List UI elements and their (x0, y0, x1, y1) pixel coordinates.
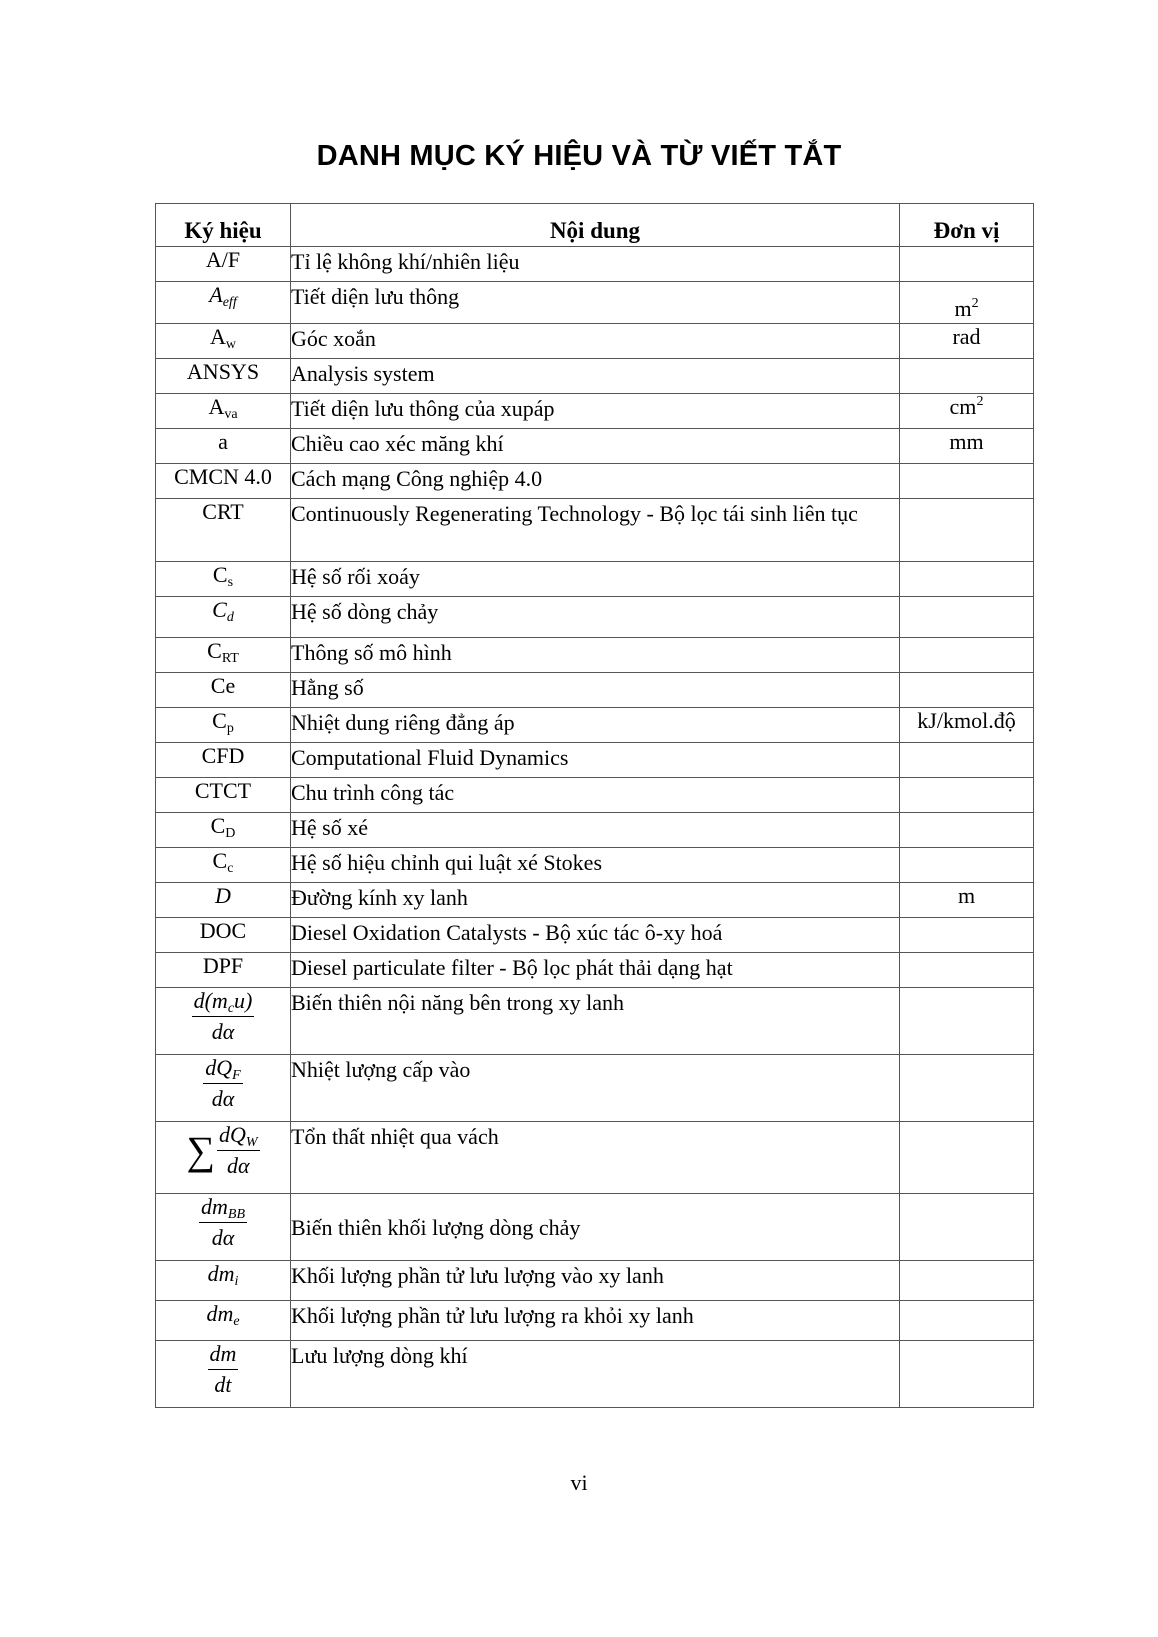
unit-cell: kJ/kmol.độ (900, 708, 1034, 743)
table-row (156, 1341, 1034, 1408)
symbol-cell: CMCN 4.0 (156, 464, 291, 499)
table-row (156, 247, 1034, 282)
table-row (156, 743, 1034, 778)
unit-cell: mm (900, 429, 1034, 464)
symbol-cell: D (156, 883, 291, 918)
unit-cell (900, 499, 1034, 562)
derivative-symbol: $\frac{d(m_cu)}{d\alpha}$ (193, 988, 253, 1044)
table-row (156, 394, 1034, 429)
table-row (156, 1261, 1034, 1301)
symbol-cell: DOC (156, 918, 291, 953)
description-cell: Hệ số dòng chảy (291, 597, 900, 638)
table-row (156, 282, 1034, 324)
unit-cell (900, 1055, 1034, 1122)
description-cell: Biến thiên khối lượng dòng chảy (291, 1194, 900, 1261)
description-cell: Góc xoắn (291, 324, 900, 359)
description-cell: Hệ số xé (291, 813, 900, 848)
description-cell: Đường kính xy lanh (291, 883, 900, 918)
symbol-cell: $dm_e$ (156, 1301, 291, 1341)
table-row (156, 464, 1034, 499)
table-row (156, 1122, 1034, 1194)
symbol-cell: A/F (156, 247, 291, 282)
unit-cell: rad (900, 324, 1034, 359)
description-cell: Continuously Regenerating Technology - Bộ lọc tái sinh liên tục (291, 499, 900, 562)
unit-cell (900, 1341, 1034, 1408)
symbol-cell: Ce (156, 673, 291, 708)
symbol-cell (156, 1341, 291, 1408)
unit-cell (900, 1301, 1034, 1341)
unit-cell (900, 673, 1034, 708)
unit-cell (900, 778, 1034, 813)
header-content: Nội dung (291, 204, 900, 247)
description-cell: Hằng số (291, 673, 900, 708)
description-cell: Chiều cao xéc măng khí (291, 429, 900, 464)
sum-symbol: ∑ (186, 1128, 215, 1173)
description-cell: Biến thiên nội năng bên trong xy lanh (291, 988, 900, 1055)
description-cell: Chu trình công tác (291, 778, 900, 813)
symbol-cell (156, 1194, 291, 1261)
description-cell: Thông số mô hình (291, 638, 900, 673)
unit-cell (900, 359, 1034, 394)
symbol-cell: $C_p$ (156, 708, 291, 743)
symbol-cell: $C_c$ (156, 848, 291, 883)
unit-cell (900, 562, 1034, 597)
unit-cell (900, 1261, 1034, 1301)
table-row (156, 708, 1034, 743)
symbol-cell (156, 988, 291, 1055)
description-cell: Cách mạng Công nghiệp 4.0 (291, 464, 900, 499)
symbol-cell: $C_d$ (156, 597, 291, 638)
page-title: DANH MỤC KÝ HIỆU VÀ TỪ VIẾT TẮT (316, 140, 842, 172)
unit-cell (900, 1122, 1034, 1194)
table-header-row (156, 204, 1034, 247)
description-cell: Diesel particulate filter - Bộ lọc phát thải dạng hạt (291, 953, 900, 988)
description-cell: Nhiệt lượng cấp vào (291, 1055, 900, 1122)
unit-cell (900, 953, 1034, 988)
description-cell: Lưu lượng dòng khí (291, 1341, 900, 1408)
unit-cell: $m^2$ (900, 282, 1034, 324)
description-cell: Khối lượng phần tử lưu lượng vào xy lanh (291, 1261, 900, 1301)
header-unit: Đơn vị (900, 204, 1034, 247)
table-row (156, 324, 1034, 359)
symbol-cell: $A_{va}$ (156, 394, 291, 429)
table-row (156, 597, 1034, 638)
table-row (156, 848, 1034, 883)
symbol-cell (156, 1055, 291, 1122)
table-row (156, 673, 1034, 708)
table-row (156, 1301, 1034, 1341)
table-row (156, 778, 1034, 813)
symbol-cell: CTCT (156, 778, 291, 813)
symbol-cell: $C_D$ (156, 813, 291, 848)
unit-cell: m (900, 883, 1034, 918)
description-cell: Hệ số hiệu chỉnh qui luật xé Stokes (291, 848, 900, 883)
table-row (156, 1194, 1034, 1261)
symbol-cell (156, 1122, 291, 1194)
unit-cell: $cm^2$ (900, 394, 1034, 429)
unit-cell (900, 743, 1034, 778)
description-cell: Nhiệt dung riêng đẳng áp (291, 708, 900, 743)
symbol-cell: DPF (156, 953, 291, 988)
symbols-table (155, 203, 1034, 1408)
table-row (156, 1055, 1034, 1122)
page-number: vi (570, 1470, 588, 1495)
symbol-cell: CRT (156, 499, 291, 562)
unit-cell (900, 638, 1034, 673)
table-row (156, 429, 1034, 464)
unit-cell (900, 597, 1034, 638)
table-row (156, 883, 1034, 918)
symbol-cell: $A_w$ (156, 324, 291, 359)
symbol-cell: CFD (156, 743, 291, 778)
table-row (156, 359, 1034, 394)
symbol-cell: $C_s$ (156, 562, 291, 597)
derivative-symbol: $\frac{dQ_F}{d\alpha}$ (205, 1055, 241, 1111)
unit-cell (900, 464, 1034, 499)
symbol-cell: a (156, 429, 291, 464)
symbol-cell: $dm_i$ (156, 1261, 291, 1301)
symbol-cell: ANSYS (156, 359, 291, 394)
description-cell: Tỉ lệ không khí/nhiên liệu (291, 247, 900, 282)
description-cell: Khối lượng phần tử lưu lượng ra khỏi xy lanh (291, 1301, 900, 1341)
unit-cell (900, 1194, 1034, 1261)
table-row (156, 638, 1034, 673)
description-cell: Hệ số rối xoáy (291, 562, 900, 597)
unit-cell (900, 988, 1034, 1055)
table-row (156, 813, 1034, 848)
description-cell: Computational Fluid Dynamics (291, 743, 900, 778)
unit-cell (900, 848, 1034, 883)
symbol-cell: $A_{eff}$ (156, 282, 291, 324)
table-row (156, 499, 1034, 562)
table-row (156, 918, 1034, 953)
description-cell: Analysis system (291, 359, 900, 394)
description-cell: Tổn thất nhiệt qua vách (291, 1122, 900, 1194)
unit-cell (900, 918, 1034, 953)
unit-cell (900, 813, 1034, 848)
description-cell: Tiết diện lưu thông của xupáp (291, 394, 900, 429)
description-cell: Diesel Oxidation Catalysts - Bộ xúc tác ô-xy hoá (291, 918, 900, 953)
derivative-symbol: $\frac{dm}{dt}$ (209, 1341, 237, 1397)
symbol-cell: $C_{RT}$ (156, 638, 291, 673)
header-symbol: Ký hiệu (156, 204, 291, 247)
derivative-symbol: $\frac{dm_{BB}}{d\alpha}$ (201, 1194, 245, 1250)
table-row (156, 953, 1034, 988)
description-cell: Tiết diện lưu thông (291, 282, 900, 324)
derivative-symbol: $\frac{dQ_W}{d\alpha}$ (218, 1122, 258, 1178)
table-row (156, 562, 1034, 597)
table-row (156, 988, 1034, 1055)
unit-cell (900, 247, 1034, 282)
